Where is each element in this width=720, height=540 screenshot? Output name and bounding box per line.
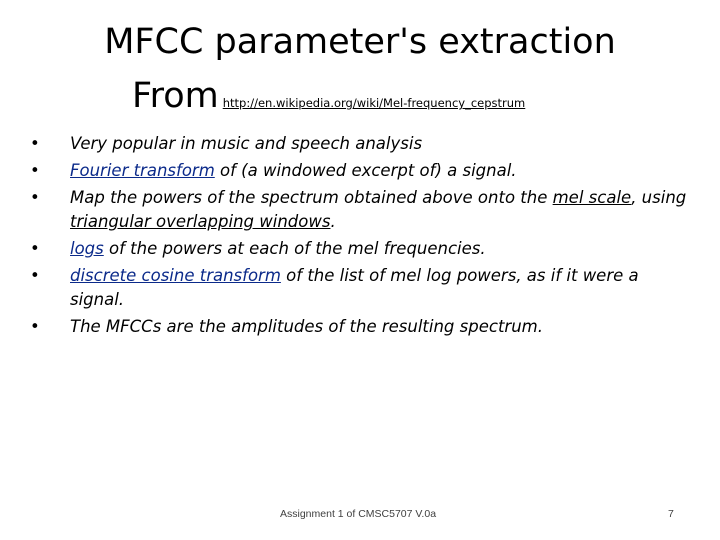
mel-scale-link[interactable]: mel scale bbox=[552, 188, 632, 207]
bullet-continuation bbox=[70, 210, 694, 234]
list-item bbox=[24, 186, 694, 234]
bullet-text: of the powers at each of the mel frequencies. bbox=[103, 239, 486, 258]
bullet-text: The MFCCs are the amplitudes of the resulting spectrum. bbox=[70, 317, 543, 336]
list-item bbox=[24, 132, 694, 156]
triangular-windows-link[interactable]: triangular overlapping windows bbox=[70, 212, 331, 231]
logs-link[interactable]: logs bbox=[70, 239, 104, 258]
discrete-cosine-transform-link[interactable]: discrete cosine transform bbox=[70, 266, 281, 285]
bullet-text: , using bbox=[631, 188, 687, 207]
list-item bbox=[24, 315, 694, 339]
list-item bbox=[24, 159, 694, 183]
bullet-text: of the list of mel log powers, as if it were a signal. bbox=[70, 266, 639, 309]
bullet-text: Very popular in music and speech analysis bbox=[70, 134, 423, 153]
title-from-label: From bbox=[132, 76, 219, 116]
slide-title-text: MFCC parameter's extraction bbox=[104, 22, 616, 62]
bullet-text: of (a windowed excerpt of) a signal. bbox=[214, 161, 517, 180]
list-item bbox=[24, 237, 694, 261]
bullet-icon: • bbox=[30, 266, 40, 285]
bullet-text: . bbox=[330, 212, 336, 231]
slide-footer: Assignment 1 of CMSC5707 V.0a bbox=[280, 508, 437, 520]
fourier-transform-link[interactable]: Fourier transform bbox=[70, 161, 215, 180]
bullet-icon: • bbox=[30, 317, 40, 336]
list-item bbox=[24, 264, 694, 312]
bullet-icon: • bbox=[30, 134, 40, 153]
slide-title-source bbox=[132, 74, 525, 118]
bullet-icon: • bbox=[30, 161, 40, 180]
page-number: 7 bbox=[668, 508, 674, 520]
bullet-icon: • bbox=[30, 239, 40, 258]
slide-title bbox=[0, 20, 720, 64]
bullet-icon: • bbox=[30, 188, 40, 207]
source-url-link[interactable]: http://en.wikipedia.org/wiki/Mel-frequency_cepstrum bbox=[222, 96, 526, 110]
bullet-text: Map the powers of the spectrum obtained above onto the bbox=[70, 188, 553, 207]
bullet-list bbox=[24, 132, 694, 342]
